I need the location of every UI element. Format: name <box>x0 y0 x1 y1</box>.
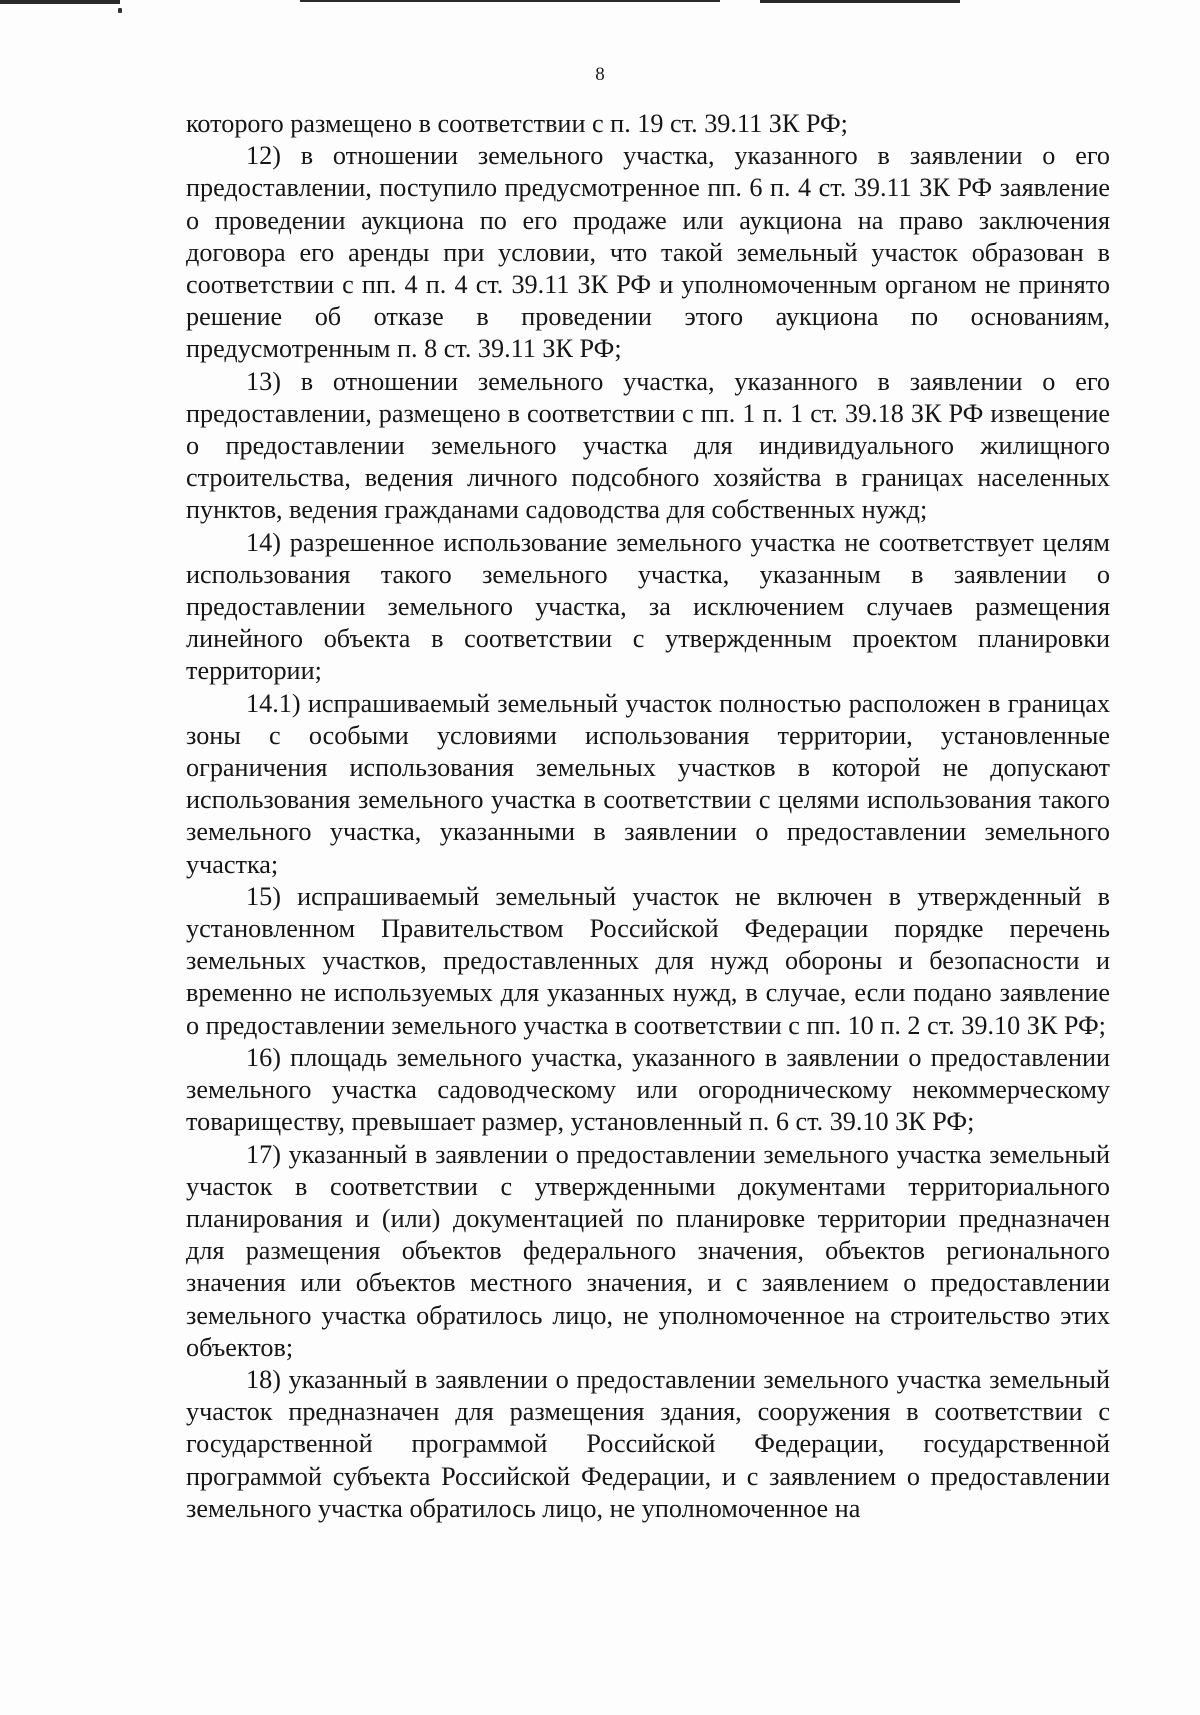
paragraph-item-14-1: 14.1) испрашиваемый земельный участок полностью расположен в границах зоны с особыми условиями использования территории, установленные ограничения использования земельных участков в которой не допускают использования земельного участка в соответствии с целями использования такого земельного участка, указанными в заявлении о предоставлении земельного участка; <box>186 688 1110 879</box>
paragraph-continuation: которого размещено в соответствии с п. 19 ст. 39.11 ЗК РФ; <box>186 109 848 138</box>
paragraph-item-17: 17) указанный в заявлении о предоставлении земельного участка земельный участок в соответствии с утвержденными документами территориального планирования и (или) документацией по планировке территории предназначен для размещения объектов федерального значения, объектов регионального значения или объектов местного значения, и с заявлением о предоставлении земельного участка обратилось лицо, не уполномоченное на строительство этих объектов; <box>186 1139 1110 1362</box>
paragraph-item-15: 15) испрашиваемый земельный участок не включен в утвержденный в установленном Правительством Российской Федерации порядке перечень земельных участков, предоставленных для нужд обороны и безопасности и временно не используемых для указанных нужд, в случае, если подано заявление о предоставлении земельного участка в соответствии с пп. 10 п. 2 ст. 39.10 ЗК РФ; <box>186 881 1110 1040</box>
paragraph-item-12: 12) в отношении земельного участка, указанного в заявлении о его предоставлении, поступило предусмотренное пп. 6 п. 4 ст. 39.11 ЗК РФ заявление о проведении аукциона по его продаже или аукциона на право заключения договора его аренды при условии, что такой земельный участок образован в соответствии с пп. 4 п. 4 ст. 39.11 ЗК РФ и уполномоченным органом не принято решение об отказе в проведении этого аукциона по основаниям, предусмотренным п. 8 ст. 39.11 ЗК РФ; <box>186 141 1110 364</box>
document-body <box>186 108 1110 1525</box>
page-number: 8 <box>595 64 605 85</box>
paragraph-item-14: 14) разрешенное использование земельного участка не соответствует целям использования такого земельного участка, указанным в заявлении о предоставлении земельного участка, за исключением случаев размещения линейного объекта в соответствии с утвержденным проектом планировки территории; <box>186 527 1110 686</box>
paragraph-item-16: 16) площадь земельного участка, указанного в заявлении о предоставлении земельного участка садоводческому или огородническому некоммерческому товариществу, превышает размер, установленный п. 6 ст. 39.10 ЗК РФ; <box>186 1042 1110 1137</box>
scan-artifact <box>118 8 122 13</box>
paragraph-item-13: 13) в отношении земельного участка, указанного в заявлении о его предоставлении, размещено в соответствии с пп. 1 п. 1 ст. 39.18 ЗК РФ извещение о предоставлении земельного участка для индивидуального жилищного строительства, ведения личного подсобного хозяйства в границах населенных пунктов, ведения гражданами садоводства для собственных нужд; <box>186 366 1110 525</box>
paragraph-item-18: 18) указанный в заявлении о предоставлении земельного участка земельный участок предназначен для размещения здания, сооружения в соответствии с государственной программой Российской Федерации, государственной программой субъекта Российской Федерации, и с заявлением о предоставлении земельного участка обратилось лицо, не уполномоченное на <box>186 1364 1110 1523</box>
scan-edge-mark <box>300 0 720 2</box>
scan-edge-mark <box>0 0 120 4</box>
scan-edge-mark <box>760 0 960 3</box>
